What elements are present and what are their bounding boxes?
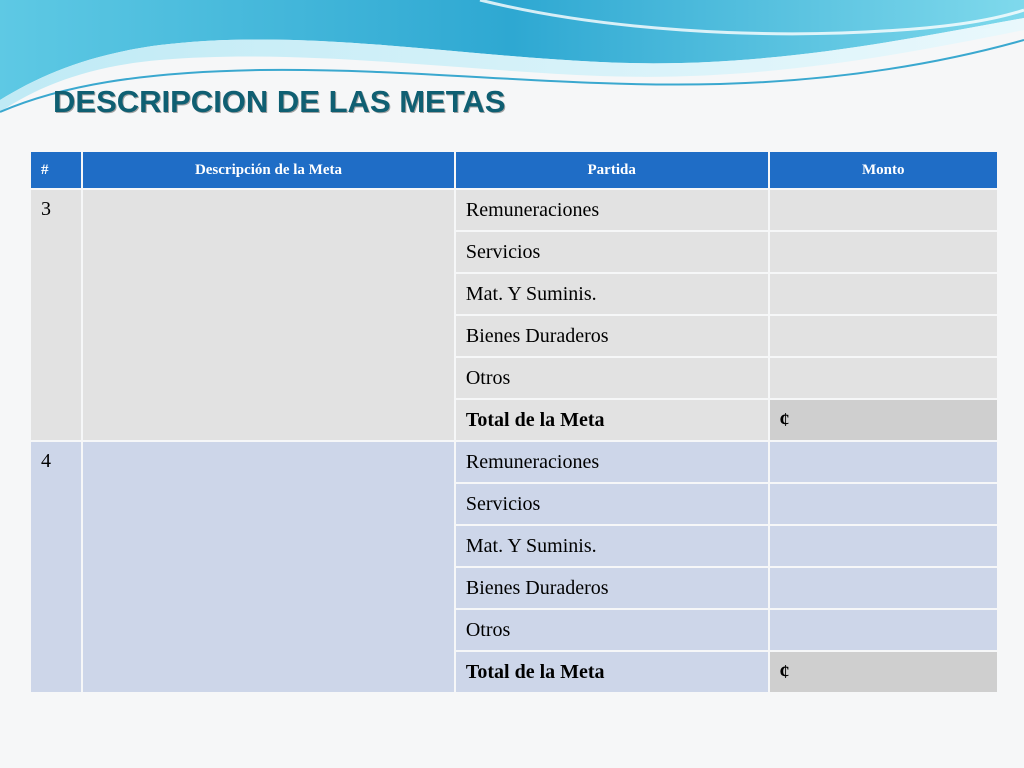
goal-description-cell[interactable] [83, 190, 454, 440]
table-header-row [31, 152, 997, 188]
partida-cell: Remuneraciones [456, 190, 768, 230]
partida-cell: Servicios [456, 484, 768, 524]
partida-cell: Servicios [456, 232, 768, 272]
monto-cell[interactable] [770, 190, 998, 230]
monto-cell[interactable] [770, 484, 998, 524]
table-row [31, 442, 997, 482]
goal-number: 4 [31, 442, 81, 692]
partida-cell: Mat. Y Suminis. [456, 274, 768, 314]
monto-cell[interactable] [770, 358, 998, 398]
goals-table [29, 150, 999, 694]
monto-cell[interactable] [770, 442, 998, 482]
partida-cell: Bienes Duraderos [456, 316, 768, 356]
header-description: Descripción de la Meta [83, 152, 454, 188]
total-label: Total de la Meta [456, 652, 768, 692]
partida-cell: Otros [456, 610, 768, 650]
goal-description-cell[interactable] [83, 442, 454, 692]
partida-cell: Remuneraciones [456, 442, 768, 482]
partida-cell: Otros [456, 358, 768, 398]
total-amount-cell[interactable]: ¢ [770, 400, 998, 440]
partida-cell: Mat. Y Suminis. [456, 526, 768, 566]
header-monto: Monto [770, 152, 998, 188]
total-label: Total de la Meta [456, 400, 768, 440]
goal-number: 3 [31, 190, 81, 440]
monto-cell[interactable] [770, 526, 998, 566]
monto-cell[interactable] [770, 232, 998, 272]
monto-cell[interactable] [770, 568, 998, 608]
total-amount-cell[interactable]: ¢ [770, 652, 998, 692]
header-number: # [31, 152, 81, 188]
monto-cell[interactable] [770, 274, 998, 314]
header-partida: Partida [456, 152, 768, 188]
page-title: DESCRIPCION DE LAS METAS [53, 84, 506, 119]
monto-cell[interactable] [770, 610, 998, 650]
partida-cell: Bienes Duraderos [456, 568, 768, 608]
monto-cell[interactable] [770, 316, 998, 356]
table-row [31, 190, 997, 230]
